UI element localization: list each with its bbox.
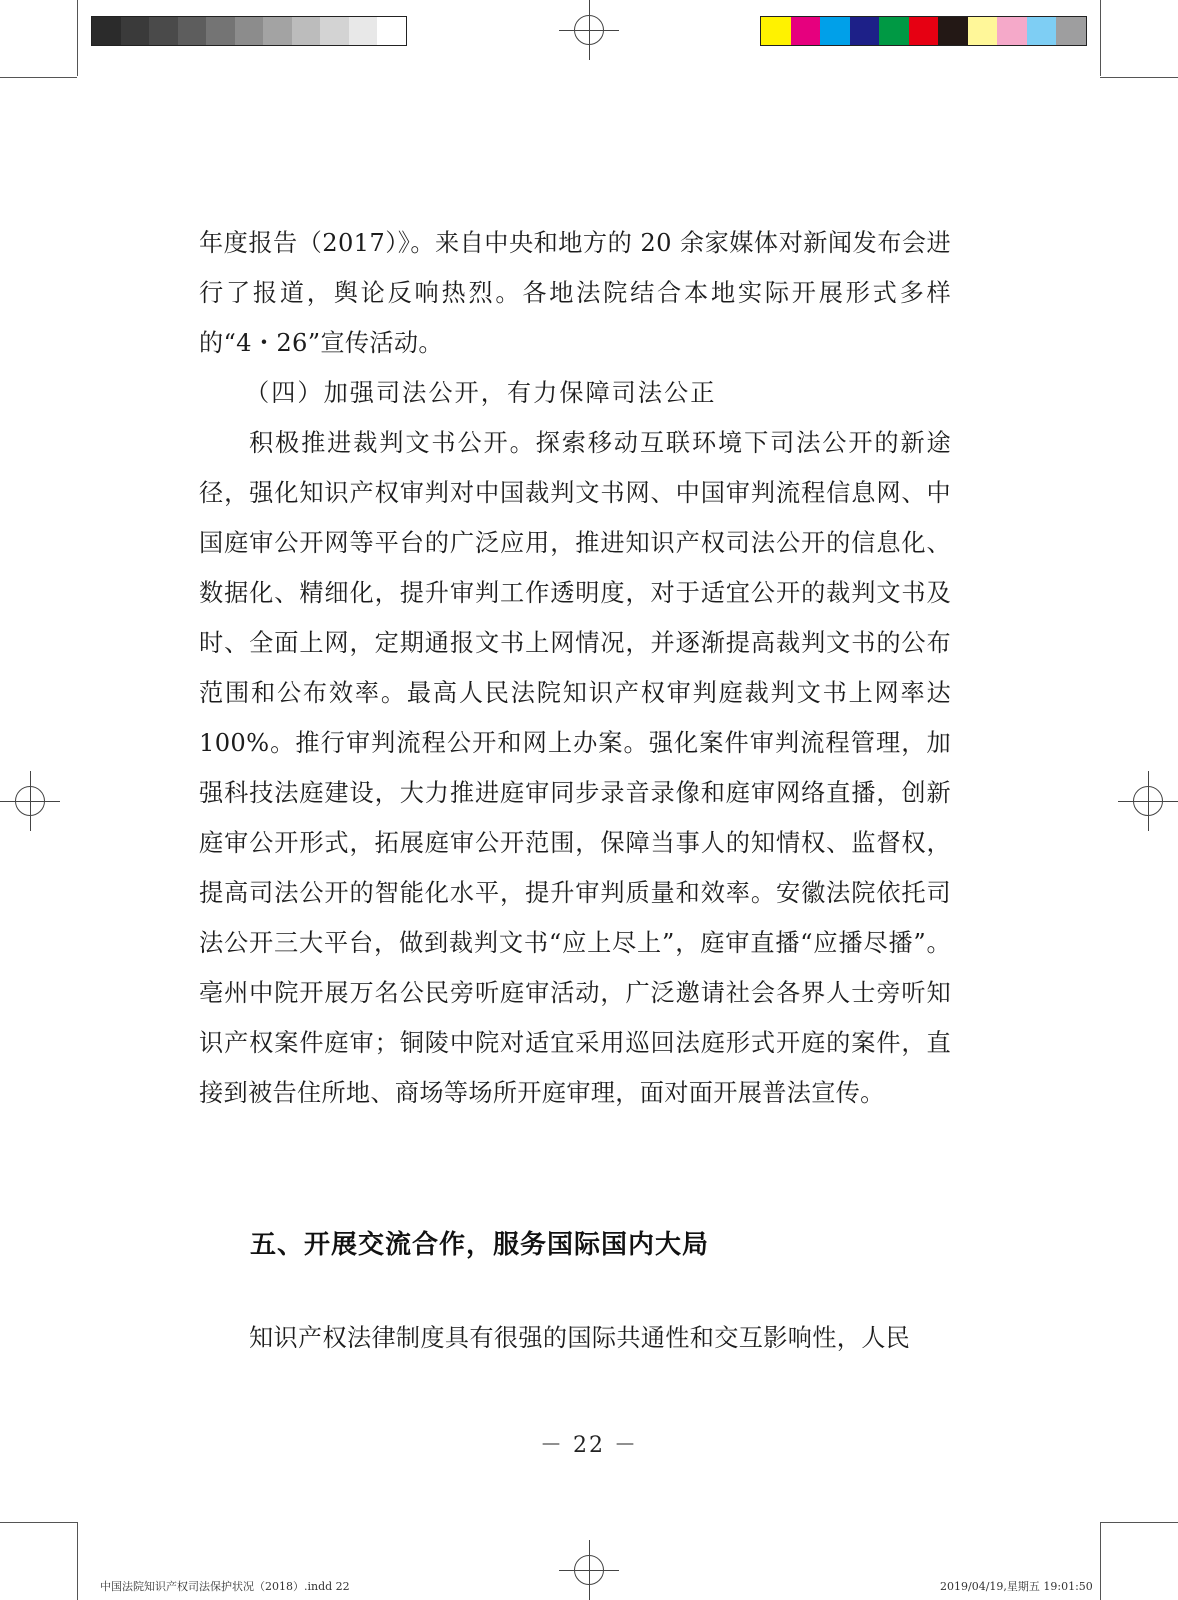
section-heading: 五、开展交流合作，服务国际国内大局 bbox=[250, 1230, 710, 1260]
color-swatch bbox=[149, 17, 178, 45]
color-swatch bbox=[997, 17, 1027, 45]
crop-mark bbox=[77, 1522, 78, 1600]
color-swatch bbox=[377, 17, 406, 45]
body-text bbox=[199, 218, 951, 1118]
color-swatch bbox=[850, 17, 880, 45]
color-swatch bbox=[879, 17, 909, 45]
crop-mark bbox=[0, 77, 77, 78]
crop-mark bbox=[0, 1522, 77, 1523]
page-number: － 22 － bbox=[540, 1433, 638, 1458]
color-swatch bbox=[791, 17, 821, 45]
file-slug: 中国法院知识产权司法保护状况（2018）.indd 22 bbox=[100, 1580, 350, 1593]
crop-mark bbox=[1100, 1522, 1101, 1600]
color-swatch bbox=[761, 17, 791, 45]
registration-mark-icon bbox=[574, 15, 604, 45]
color-swatch bbox=[263, 17, 292, 45]
crop-mark bbox=[1100, 1522, 1178, 1523]
grayscale-calibration-bar bbox=[91, 16, 407, 46]
crop-mark bbox=[1100, 77, 1178, 78]
color-swatch bbox=[235, 17, 264, 45]
color-swatch bbox=[206, 17, 235, 45]
paragraph: 年度报告（2017）》。来自中央和地方的 20 余家媒体对新闻发布会进行了报道，舆论反响热烈。各地法院结合本地实际开展形式多样的“4・26”宣传活动。 bbox=[199, 229, 951, 357]
color-swatch bbox=[121, 17, 150, 45]
color-swatch bbox=[178, 17, 207, 45]
registration-mark-icon bbox=[574, 1555, 604, 1585]
paragraph: 积极推进裁判文书公开。探索移动互联环境下司法公开的新途径，强化知识产权审判对中国裁判文书网、中国审判流程信息网、中国庭审公开网等平台的广泛应用，推进知识产权司法公开的信息化、数据化、精细化，提升审判工作透明度，对于适宜公开的裁判文书及时、全面上网，定期通报文书上网情况，并逐渐提高裁判文书的公布范围和公布效率。最高人民法院知识产权审判庭裁判文书上网率达 100%。推行审判流程公开和网上办案。强化案件审判流程管理，加强科技法庭建设，大力推进庭审同步录音录像和庭审网络直播，创新庭审公开形式，拓展庭审公开范围，保障当事人的知情权、监督权，提高司法公开的智能化水平，提升审判质量和效率。安徽法院依托司法公开三大平台，做到裁判文书“应上尽上”，庭审直播“应播尽播”。亳州中院开展万名公民旁听庭审活动，广泛邀请社会各界人士旁听知识产权案件庭审；铜陵中院对适宜采用巡回法庭形式开庭的案件，直接到被告住所地、商场等场所开庭审理，面对面开展普法宣传。 bbox=[199, 429, 951, 1107]
print-timestamp: 2019/04/19,星期五 19:01:50 bbox=[940, 1580, 1093, 1593]
paragraph: 知识产权法律制度具有很强的国际共通性和交互影响性，人民 bbox=[249, 1324, 911, 1352]
color-swatch bbox=[292, 17, 321, 45]
color-swatch bbox=[1056, 17, 1086, 45]
body-text bbox=[199, 1313, 951, 1363]
color-swatch bbox=[938, 17, 968, 45]
color-swatch bbox=[1027, 17, 1057, 45]
registration-mark-icon bbox=[15, 786, 45, 816]
registration-mark-icon bbox=[1133, 786, 1163, 816]
crop-mark bbox=[1100, 0, 1101, 76]
color-swatch bbox=[349, 17, 378, 45]
color-calibration-bar bbox=[760, 16, 1087, 46]
color-swatch bbox=[909, 17, 939, 45]
color-swatch bbox=[820, 17, 850, 45]
subsection-heading: （四）加强司法公开，有力保障司法公正 bbox=[245, 379, 717, 407]
color-swatch bbox=[92, 17, 121, 45]
crop-mark bbox=[77, 0, 78, 76]
color-swatch bbox=[968, 17, 998, 45]
color-swatch bbox=[320, 17, 349, 45]
